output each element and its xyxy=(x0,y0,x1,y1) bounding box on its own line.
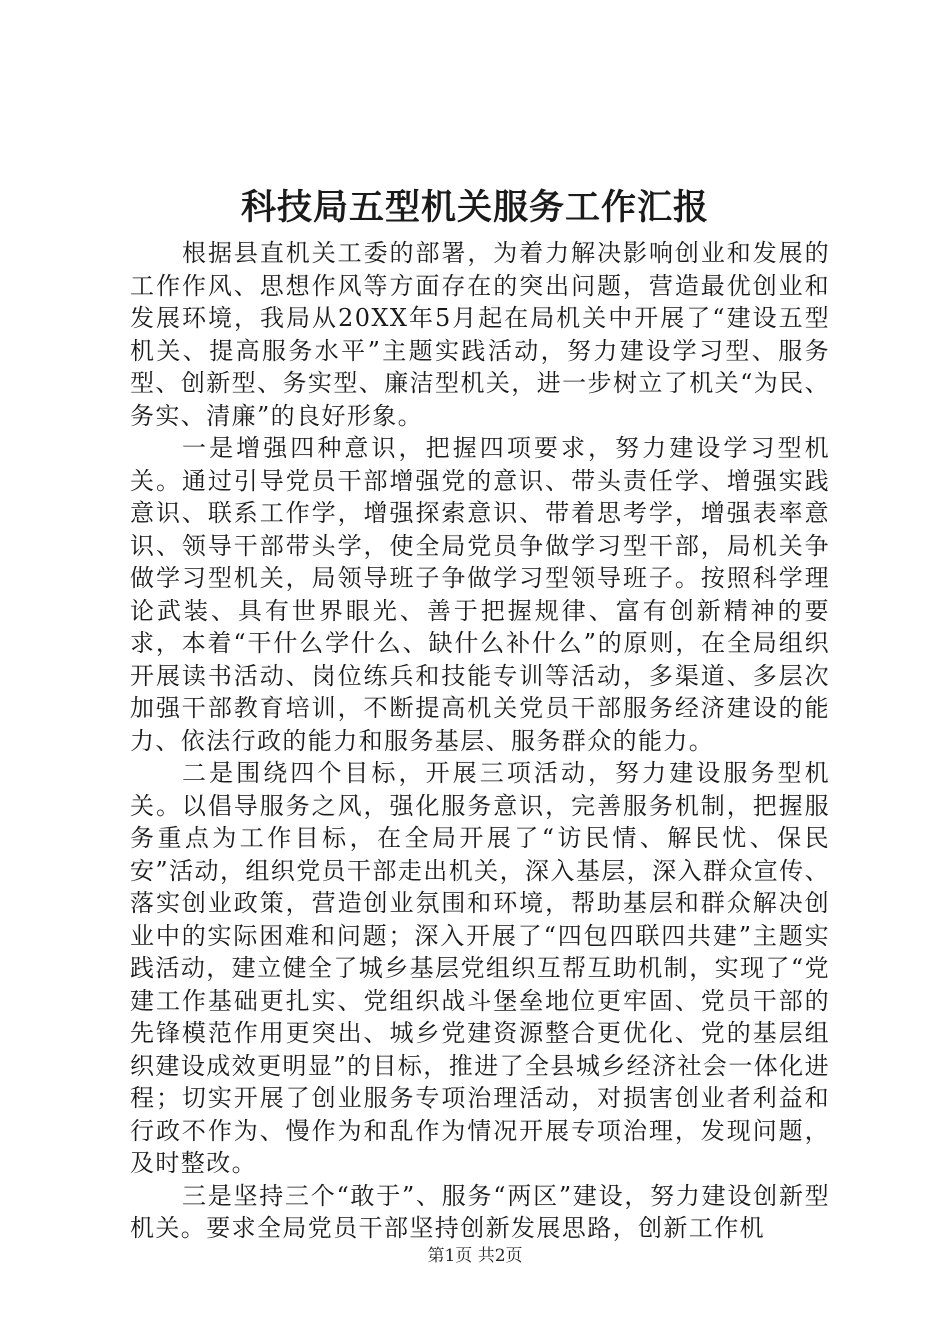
page-number-footer: 第1页 共2页 xyxy=(427,1246,523,1266)
document-body xyxy=(130,237,830,1245)
paragraph-learning-organ: 一是增强四种意识，把握四项要求，努力建设学习型机关。通过引导党员干部增强党的意识、带头责任学、增强实践意识、联系工作学，增强探索意识、带着思考学，增强表率意识、领导干部带头学，使全局党员争做学习型干部，局机关争做学习型机关，局领导班子争做学习型领导班子。按照科学理论武装、具有世界眼光、善于把握规律、富有创新精神的要求，本着“干什么学什么、缺什么补什么”的原则，在全局组织开展读书活动、岗位练兵和技能专训等活动，多渠道、多层次加强干部教育培训，不断提高机关党员干部服务经济建设的能力、依法行政的能力和服务基层、服务群众的能力。 xyxy=(130,434,830,755)
paragraph-service-organ: 二是围绕四个目标，开展三项活动，努力建设服务型机关。以倡导服务之风，强化服务意识，完善服务机制，把握服务重点为工作目标，在全局开展了“访民情、解民忧、保民安”活动，组织党员干部走出机关，深入基层，深入群众宣传、落实创业政策，营造创业氛围和环境，帮助基层和群众解决创业中的实际困难和问题；深入开展了“四包四联四共建”主题实践活动，建立健全了城乡基层党组织互帮互助机制，实现了“党建工作基础更扎实、党组织战斗堡垒地位更牢固、党员干部的先锋模范作用更突出、城乡党建资源整合更优化、党的基层组织建设成效更明显”的目标，推进了全县城乡经济社会一体化进程；切实开展了创业服务专项治理活动，对损害创业者利益和行政不作为、慢作为和乱作为情况开展专项治理，发现问题，及时整改。 xyxy=(130,759,830,1177)
paragraph-intro: 根据县直机关工委的部署，为着力解决影响创业和发展的工作作风、思想作风等方面存在的突出问题，营造最优创业和发展环境，我局从20XX年5月起在局机关中开展了“建设五型机关、提高服务水平”主题实践活动，努力建设学习型、服务型、创新型、务实型、廉洁型机关，进一步树立了机关“为民、务实、清廉”的良好形象。 xyxy=(130,239,830,430)
paragraph-innovation-organ: 三是坚持三个“敢于”、服务“两区”建设，努力建设创新型机关。要求全局党员干部坚持创新发展思路，创新工作机 xyxy=(130,1181,830,1242)
document-title: 科技局五型机关服务工作汇报 xyxy=(240,187,709,228)
